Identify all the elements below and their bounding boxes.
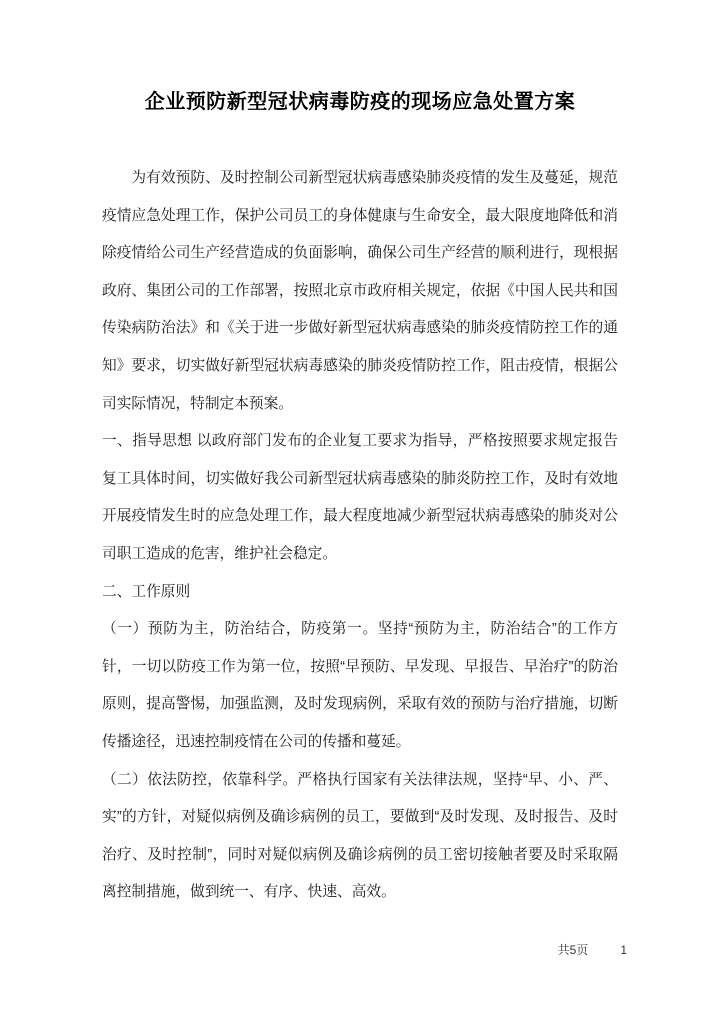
document-body <box>102 0 618 912</box>
paragraph-principle-1: （一）预防为主，防治结合，防疫第一。坚持“预防为主，防治结合”的工作方针，一切以防疫工作为第一位，按照“早预防、早发现、早报告、早治疗”的防治原则，提高警惕，加强监测，及时发现病例，采取有效的预防与治疗措施，切断传播途径，迅速控制疫情在公司的传播和蔓延。 <box>102 621 618 750</box>
paragraph-intro: 为有效预防、及时控制公司新型冠状病毒感染肺炎疫情的发生及蔓延，规范疫情应急处理工作，保护公司员工的身体健康与生命安全，最大限度地降低和消除疫情给公司生产经营造成的负面影响，确保公司生产经营的顺利进行，现根据政府、集团公司的工作部署，按照北京市政府相关规定，依据《中国人民共和国传染病防治法》和《关于进一步做好新型冠状病毒感染的肺炎疫情防控工作的通知》要求，切实做好新型冠状病毒感染的肺炎疫情防控工作，阻击疫情，根据公司实际情况，特制定本预案。 <box>102 170 618 412</box>
page-footer <box>558 941 627 958</box>
paragraph-section-1-guiding-ideology: 一、指导思想 以政府部门发布的企业复工要求为指导，严格按照要求规定报告复工具体时间，切实做好我公司新型冠状病毒感染的肺炎防控工作，及时有效地开展疫情发生时的应急处理工作，最大程度地减少新型冠状病毒感染的肺炎对公司职工造成的危害，维护社会稳定。 <box>102 433 618 562</box>
paragraph-section-2-heading: 二、工作原则 <box>102 583 191 600</box>
paragraph-principle-2: （二）依法防控，依靠科学。严格执行国家有关法律法规，坚持“早、小、严、实”的方针，对疑似病例及确诊病例的员工，要做到“及时发现、及时报告、及时治疗、及时控制”，同时对疑似病例及确诊病例的员工密切接触者要及时采取隔离控制措施，做到统一、有序、快速、高效。 <box>102 771 618 901</box>
page-number: 1 <box>620 942 627 957</box>
document-title: 企业预防新型冠状病毒防疫的现场应急处置方案 <box>144 91 576 113</box>
total-pages-label: 共5页 <box>557 943 589 957</box>
